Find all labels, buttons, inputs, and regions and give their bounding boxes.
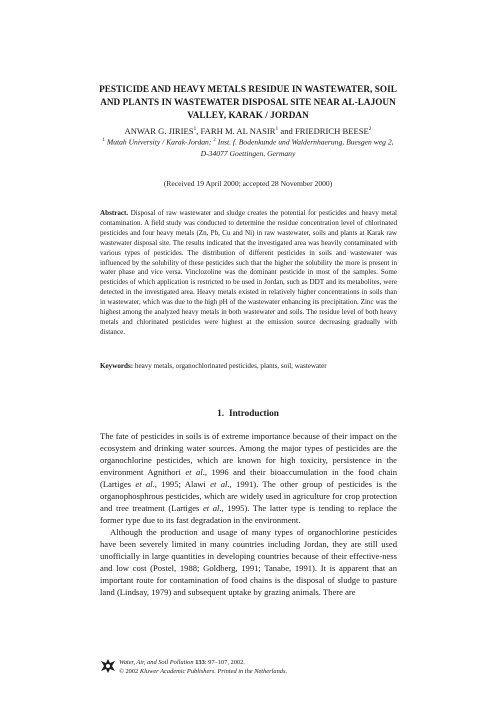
journal-pages: : 97–107, 2002.: [204, 659, 245, 666]
affiliation-1: Mutah University / Karak-Jordan;: [104, 137, 214, 147]
text-run-italic: et al: [185, 467, 203, 477]
abstract-text: Disposal of raw wastewater and sludge creates the potential for pesticides and heavy metal contamination. A field study was conducted to determine the residue concentration level of chlorinated pesticides and four heavy metals (Zn, Pb, Cu and Ni) in raw wastewater, soils and plants at Karak raw wastewater disposal site. The results indicated that the investigated area was heavily contaminated with various types of pesticides. The distribution of different pesticides in soils and wastewater was influenced by the solubility of these pesticides such that the higher the solubility the more is present in water phase and vice versa. Vinclozoline was the dominant pesticide in most of the samples. Some pesticides of which application is restricted to be used in Jordan, such as DDT and its metabolites, were detected in the investigated area. Heavy metals existed in relatively higher concentrations in soils than in wastewater, which was due to the high pH of the wastewater enhancing its precipitation. Zinc was the highest among the analyzed heavy metals in both wastewater and soils. The residue level of both heavy metals and chlorinated pesticides were highest at the emission source decreasing gradually with distance.: [100, 209, 397, 336]
author-2-affil: 1: [275, 126, 279, 132]
text-run: ., 1991). The other group of pesticides is the organophosphrous pesticides, which are widely used in agriculture for crop protection and tree treatment (Lartiges: [100, 479, 397, 513]
text-run: ., 1995; Alawi: [152, 479, 211, 489]
publisher: Kluwer Academic Publishers. Printed in the Netherlands.: [139, 668, 288, 675]
title-line-2: AND PLANTS IN WASTEWATER DISPOSAL SITE NEAR AL-LAJOUN: [100, 97, 396, 107]
text-run: ., 1995). The latter type is tending to replace the former type due to its fast degradation in the environment.: [100, 503, 397, 525]
keywords: [100, 362, 397, 372]
keywords-text: heavy metals, organochlorinated pesticides, plants, soil, wastewater: [134, 362, 327, 370]
author-separator: and: [278, 125, 295, 136]
paper-title: [92, 83, 404, 122]
paragraph: Although the production and usage of many types of organochlorine pesticides have been severely limited in many countries including Jordan, they are still used unofficially in large quantities in developing countries because of their effective-ness and low cost (Postel, 1988; Goldberg, 1991; Tanabe, 1991). It is apparent that an important route for contamination of food chains is the disposal of sludge to pasture land (Lindsay, 1979) and subsequent uptake by grazing animals. There are: [100, 527, 397, 597]
received-dates: (Received 19 April 2000; accepted 28 November 2000): [163, 179, 333, 188]
kluwer-logo-icon: [100, 658, 116, 674]
author-1: ANWAR G. JIRIES: [124, 125, 194, 136]
text-run-italic: et al: [135, 479, 153, 489]
section-heading: [60, 408, 436, 419]
title-line-3: VALLEY, KARAK / JORDAN: [187, 110, 309, 120]
abstract-label: Abstract.: [100, 209, 129, 217]
affiliation-2: Inst. f. Bodenkunde und Waldernhaerung, Buesgen weg 2,: [215, 137, 394, 147]
author-1-affil: 1: [193, 126, 197, 132]
copyright: © 2002: [119, 668, 140, 675]
keywords-label: Keywords:: [100, 362, 134, 370]
title-line-1: PESTICIDE AND HEAVY METALS RESIDUE IN WASTEWATER, SOIL: [99, 84, 397, 94]
text-run: ., 1996 and their bioaccumulation in the food chain (Lartiges: [100, 467, 397, 489]
footer-text: [119, 658, 287, 676]
author-2: FARH M. AL NASIR: [200, 125, 276, 136]
abstract: [100, 209, 397, 338]
affil-marker-2: 2: [213, 138, 216, 143]
affiliations: [90, 135, 406, 159]
author-separator: ,: [196, 125, 201, 136]
body-text: [100, 430, 397, 598]
affiliation-2-address: D-34077 Goettingen, Germany: [200, 148, 296, 158]
author-3-affil: 2: [368, 126, 372, 132]
text-run-italic: et al: [202, 503, 220, 513]
section-number: 1.: [217, 408, 224, 418]
author-3: FRIEDRICH BEESE: [294, 125, 369, 136]
text-run-italic: et al: [210, 479, 228, 489]
paragraph: [100, 430, 397, 526]
journal-footer: [100, 658, 400, 682]
text-run: The fate of pesticides in soils is of extreme importance because of their impact on the ecosystem and drinking water sources. Among the major types of pesticides are the organochlorine pesticides, which are known for high toxicity, persistence in the environment Agnithori: [100, 431, 397, 477]
journal-name: Water, Air, and Soil Pollution: [119, 659, 194, 666]
section-title: Introduction: [229, 408, 279, 418]
affil-marker-1: 1: [102, 138, 105, 143]
journal-volume: 133: [195, 659, 205, 666]
